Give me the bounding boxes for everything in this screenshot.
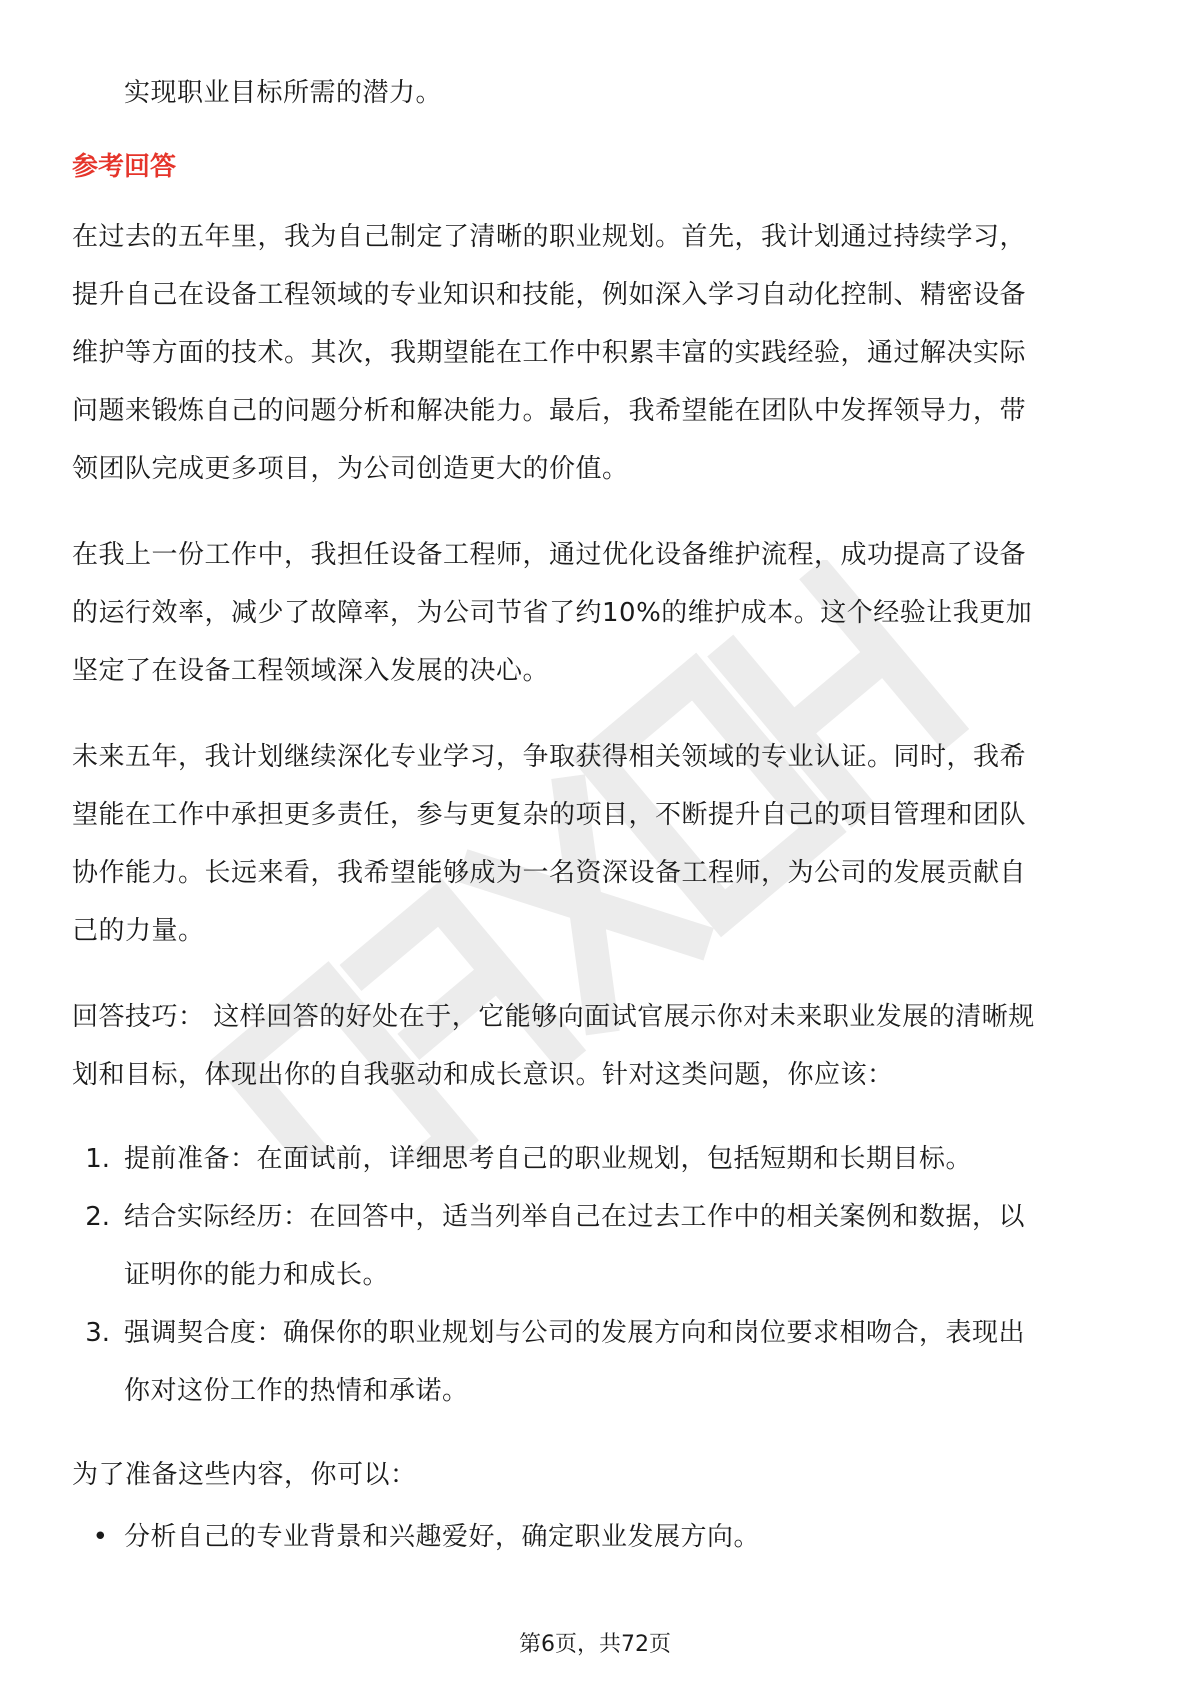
- paragraph-line: 的运行效率，减少了故障率，为公司节省了约10%的维护成本。这个经验让我更加: [72, 598, 1033, 628]
- list-item-line: 你对这份工作的热情和承诺。: [124, 1376, 469, 1406]
- list-number: 3.: [85, 1318, 110, 1348]
- paragraph-line: 坚定了在设备工程领域深入发展的决心。: [72, 656, 550, 686]
- paragraph-line: 未来五年，我计划继续深化专业学习，争取获得相关领域的专业认证。同时，我希: [72, 742, 1027, 772]
- document-body: [72, 64, 1122, 1566]
- list-item: [72, 1130, 1122, 1188]
- list-item: [72, 1188, 1122, 1304]
- paragraph-line: 领团队完成更多项目，为公司创造更大的价值。: [72, 454, 629, 484]
- intro-line: 实现职业目标所需的潜力。: [124, 78, 443, 108]
- answer-paragraph-3: [72, 728, 1122, 960]
- list-number: 2.: [85, 1202, 110, 1232]
- page-footer: 第6页，共72页: [519, 1632, 671, 1657]
- tips-paragraph: [72, 988, 1122, 1104]
- list-item-line: 证明你的能力和成长。: [124, 1260, 390, 1290]
- list-item-line: 强调契合度：确保你的职业规划与公司的发展方向和岗位要求相吻合，表现出: [124, 1318, 1026, 1348]
- paragraph-line: 己的力量。: [72, 916, 205, 946]
- paragraph-line: 维护等方面的技术。其次，我期望能在工作中积累丰富的实践经验，通过解决实际: [72, 338, 1027, 368]
- answer-paragraph-1: [72, 208, 1122, 498]
- paragraph-line: 回答技巧： 这样回答的好处在于，它能够向面试官展示你对未来职业发展的清晰规: [72, 1002, 1035, 1032]
- list-item: [72, 1304, 1122, 1420]
- answer-paragraph-2: [72, 526, 1122, 700]
- paragraph-line: 问题来锻炼自己的问题分析和解决能力。最后，我希望能在团队中发挥领导力，带: [72, 396, 1027, 426]
- paragraph-line: 在我上一份工作中，我担任设备工程师，通过优化设备维护流程，成功提高了设备: [72, 540, 1027, 570]
- list-item: [72, 1508, 1122, 1566]
- prep-intro: 为了准备这些内容，你可以：: [72, 1460, 417, 1490]
- tips-ordered-list: [72, 1130, 1122, 1420]
- paragraph-line: 在过去的五年里，我为自己制定了清晰的职业规划。首先，我计划通过持续学习，: [72, 222, 1027, 252]
- bullet-text: 分析自己的专业背景和兴趣爱好，确定职业发展方向。: [124, 1522, 761, 1552]
- paragraph-line: 协作能力。长远来看，我希望能够成为一名资深设备工程师，为公司的发展贡献自: [72, 858, 1027, 888]
- paragraph-line: 划和目标，体现出你的自我驱动和成长意识。针对这类问题，你应该：: [72, 1060, 894, 1090]
- paragraph-line: 望能在工作中承担更多责任，参与更复杂的项目，不断提升自己的项目管理和团队: [72, 800, 1027, 830]
- list-item-line: 结合实际经历：在回答中，适当列举自己在过去工作中的相关案例和数据，以: [124, 1202, 1026, 1232]
- list-item-line: 提前准备：在面试前，详细思考自己的职业规划，包括短期和长期目标。: [124, 1144, 973, 1174]
- paragraph-line: 提升自己在设备工程领域的专业知识和技能，例如深入学习自动化控制、精密设备: [72, 280, 1027, 310]
- list-number: 1.: [85, 1144, 110, 1174]
- section-heading: 参考回答: [72, 152, 177, 182]
- bullet-icon: •: [92, 1522, 108, 1552]
